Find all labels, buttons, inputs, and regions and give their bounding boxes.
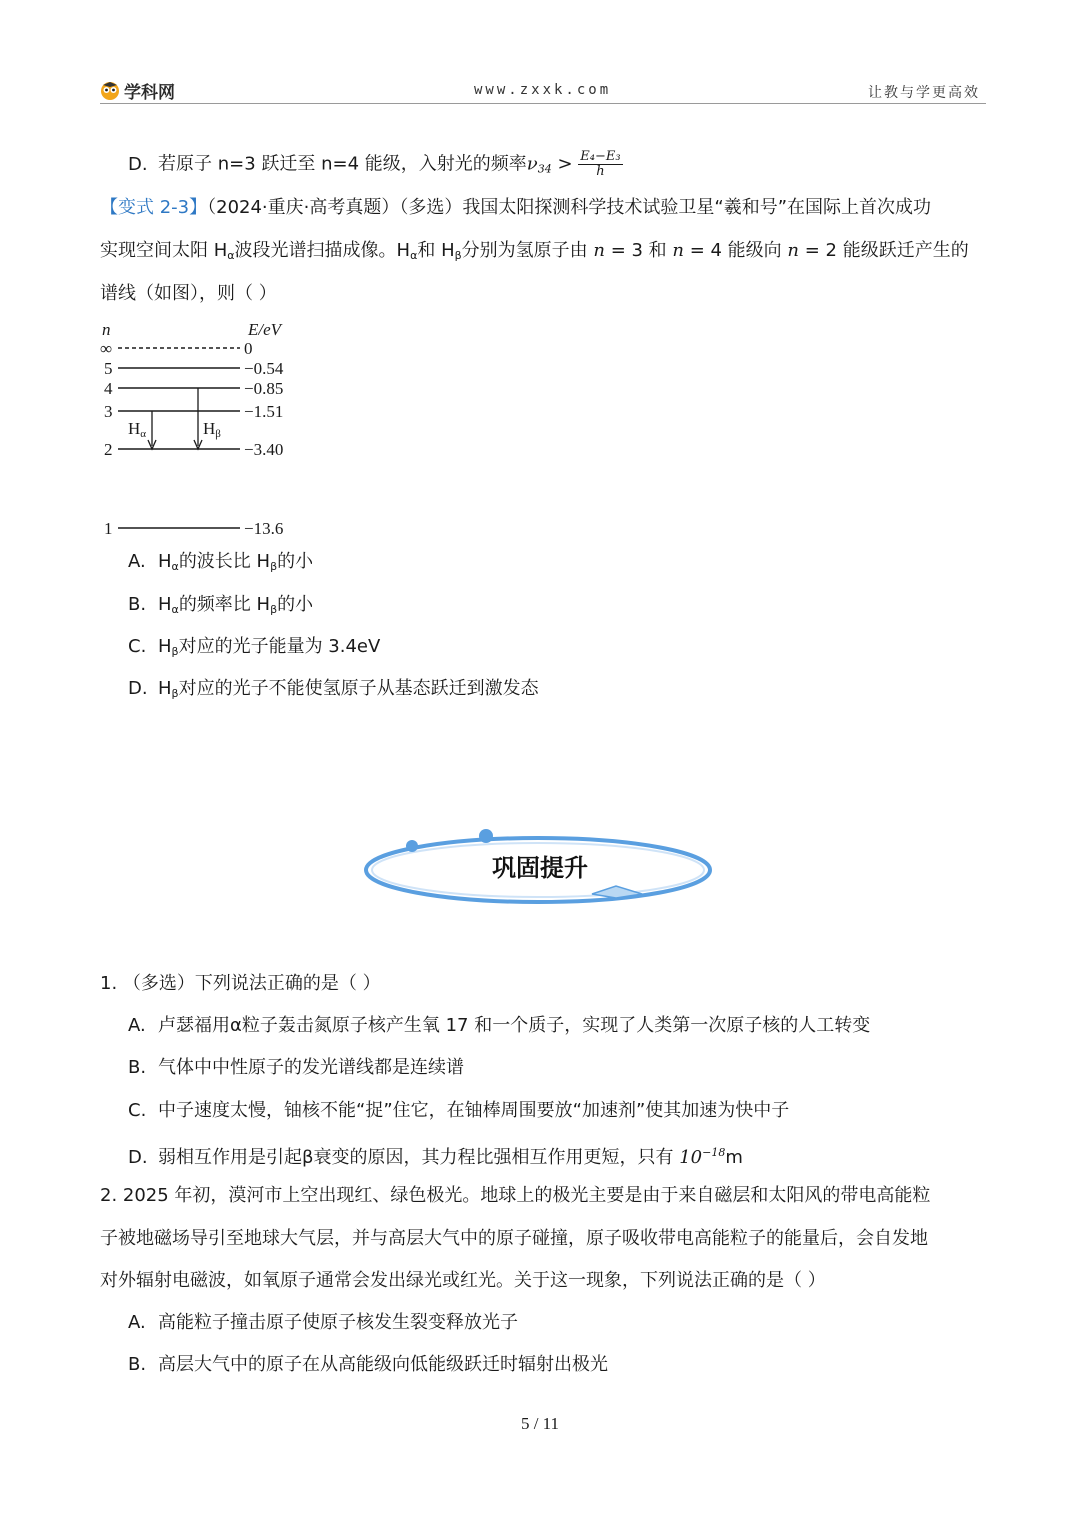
text-seg: 分别为氢原子由 (461, 240, 594, 261)
fraction-denominator: h (596, 164, 605, 179)
option-letter: D. (128, 153, 148, 175)
q2-line-1: 2. 2025 年初，漠河市上空出现红、绿色极光。地球上的极光主要是由于来自磁层和太阳风的带电高能粒 (100, 1185, 931, 1206)
level-n-label: 3 (104, 402, 113, 421)
logo-text: 学科网 (124, 83, 175, 103)
q2-option[interactable] (128, 1354, 608, 1376)
option-text: α (171, 603, 179, 616)
page-number: 5 / 11 (520, 1414, 560, 1433)
option-text: 高层大气中的原子在从高能级向低能级跃迁时辐射出极光 (158, 1354, 608, 1375)
gt-symbol: > (557, 153, 573, 175)
nu-subscript: 34 (537, 162, 552, 176)
option-text: 弱相互作用是引起β衰变的原因，其力程比强相互作用更短，只有 (158, 1147, 680, 1168)
option-letter: B. (128, 1354, 147, 1375)
site-url[interactable]: www.zxxk.com (474, 82, 612, 98)
level-n-label: 2 (104, 440, 113, 459)
option-letter: C. (128, 1100, 147, 1121)
option-text: β (270, 560, 278, 573)
option-letter: B. (128, 594, 147, 615)
unit: m (725, 1147, 743, 1168)
variant-option[interactable] (128, 678, 539, 705)
q1-option[interactable] (128, 1100, 789, 1122)
prev-option-d (128, 150, 623, 181)
e-axis-label: E/eV (248, 320, 282, 339)
power-base: 10 (679, 1147, 703, 1168)
level-n-label: 1 (104, 519, 113, 538)
option-text: 的波长比 H (178, 551, 271, 572)
text-seg: 和 H (417, 240, 455, 261)
text-seg: 实现空间太阳 H (100, 240, 228, 261)
q2-option[interactable] (128, 1312, 518, 1334)
text-seg: = 4 能级向 (683, 240, 788, 261)
option-text: 的频率比 H (178, 594, 271, 615)
option-text: 对应的光子不能使氢原子从基态跃迁到激发态 (178, 678, 539, 699)
option-letter: A. (128, 551, 146, 572)
n-var: n (672, 240, 684, 261)
alpha-sub: α (227, 249, 235, 262)
n-var: n (787, 240, 799, 261)
q1-stem: 1. （多选）下列说法正确的是（ ） (100, 973, 381, 994)
text-seg: = 3 和 (604, 240, 673, 261)
option-text: 的小 (277, 594, 314, 615)
q1-option[interactable] (128, 1142, 743, 1169)
level-energy-label: −0.85 (244, 379, 284, 398)
energy-fraction (578, 150, 622, 179)
level-energy-label: −13.6 (244, 519, 284, 538)
option-text: H (158, 594, 172, 615)
level-energy-label: −0.54 (244, 359, 284, 378)
option-text: 卢瑟福用α粒子轰击氮原子核产生氧 17 和一个质子，实现了人类第一次原子核的人工转变 (158, 1015, 871, 1036)
q2-line-3: 对外辐射电磁波，如氧原子通常会发出绿光或红光。关于这一现象，下列说法正确的是（ ） (100, 1270, 826, 1291)
option-text: β (171, 687, 179, 700)
option-letter: A. (128, 1312, 146, 1333)
option-text: 中子速度太慢，铀核不能“捉”住它，在铀棒周围要放“加速剂”使其加速为快中子 (158, 1100, 790, 1121)
section-title: 巩固提升 (492, 854, 588, 882)
option-letter: D. (128, 1147, 148, 1168)
option-text: 气体中中性原子的发光谱线都是连续谱 (158, 1057, 464, 1078)
q1-option[interactable] (128, 1015, 870, 1037)
alpha-sub: α (410, 249, 418, 262)
power-exponent: −18 (702, 1146, 726, 1159)
text-seg: 波段光谱扫描成像。H (234, 240, 411, 261)
option-text: β (270, 603, 278, 616)
option-letter: B. (128, 1057, 147, 1078)
variant-tag: 【变式 2-3】 (100, 197, 208, 218)
option-text: H (158, 551, 172, 572)
header-divider (100, 103, 986, 104)
site-slogan: 让教与学更高效 (868, 85, 980, 101)
q1-option[interactable] (128, 1057, 464, 1079)
option-letter: A. (128, 1015, 146, 1036)
option-text: H (158, 678, 172, 699)
option-text: α (171, 560, 179, 573)
option-text: 的小 (277, 551, 314, 572)
level-n-label: ∞ (100, 339, 113, 358)
option-text: 对应的光子能量为 3.4eV (178, 636, 381, 657)
option-letter: D. (128, 678, 148, 699)
beta-sub: β (454, 249, 462, 262)
level-n-label: 4 (104, 379, 113, 398)
variant-line-1 (100, 197, 931, 219)
option-text: β (171, 645, 179, 658)
n-axis-label: n (102, 320, 111, 339)
variant-line-2 (100, 240, 969, 267)
nu-symbol: ν (526, 153, 538, 175)
option-text: H (158, 636, 172, 657)
site-logo[interactable] (100, 78, 175, 103)
level-energy-label: −3.40 (244, 440, 284, 459)
option-text: 高能粒子撞击原子使原子核发生裂变释放光子 (158, 1312, 518, 1333)
option-letter: C. (128, 636, 147, 657)
text-seg: = 2 能级跃迁产生的 (799, 240, 969, 261)
level-n-label: 5 (104, 359, 113, 378)
fraction-numerator: E₄−E₃ (580, 149, 621, 164)
variant-option[interactable] (128, 636, 380, 663)
variant-option[interactable] (128, 594, 313, 621)
level-energy-label: −1.51 (244, 402, 284, 421)
q2-line-2: 子被地磁场导引至地球大气层，并与高层大气中的原子碰撞，原子吸收带电高能粒子的能量后，会自发地 (100, 1228, 928, 1249)
level-energy-label: 0 (244, 339, 253, 358)
h-alpha-label: Hα (128, 419, 147, 440)
variant-option[interactable] (128, 551, 313, 578)
variant-line-3: 谱线（如图），则（ ） (100, 283, 277, 304)
option-text: 若原子 n=3 跃迁至 n=4 能级，入射光的频率 (158, 153, 527, 175)
h-beta-label: Hβ (203, 419, 221, 440)
energy-level-diagram (100, 318, 320, 543)
n-var: n (593, 240, 605, 261)
owl-logo-icon (100, 81, 120, 101)
variant-source: （2024·重庆·高考真题）（多选）我国太阳探测科学技术试验卫星“羲和号”在国际上首次成功 (207, 197, 932, 218)
